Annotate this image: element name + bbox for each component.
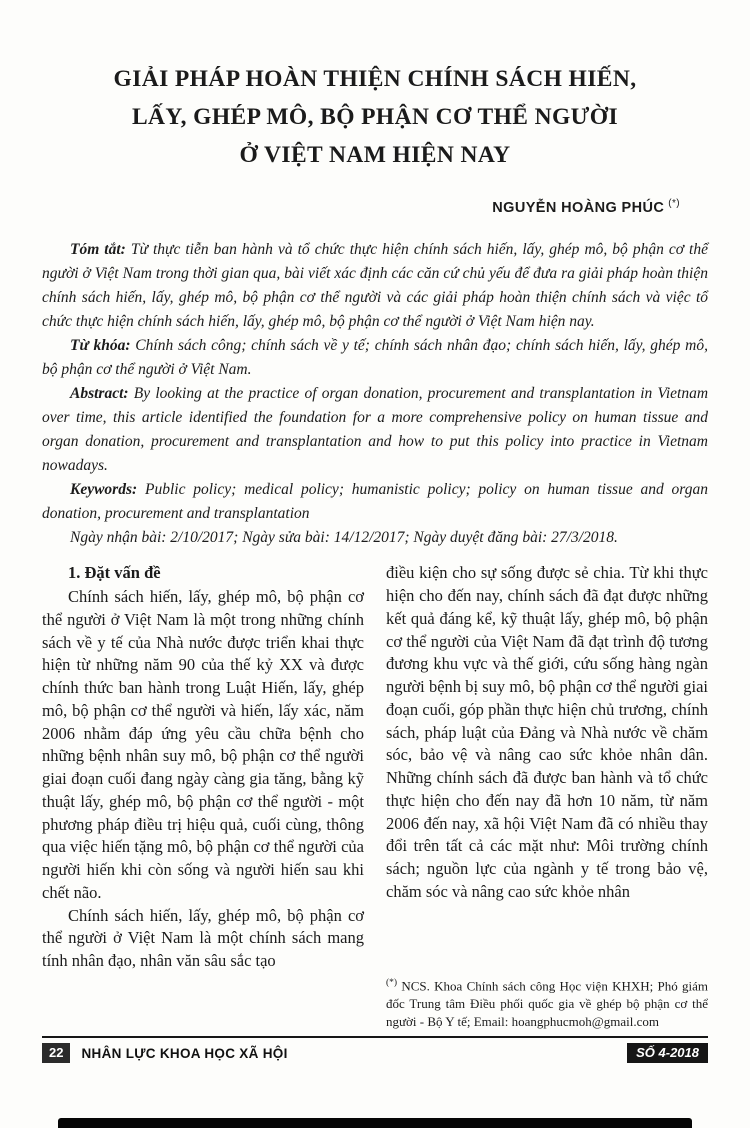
author-name: NGUYỄN HOÀNG PHÚC [492, 200, 665, 217]
title-line-2: LẤY, GHÉP MÔ, BỘ PHẬN CƠ THỂ NGƯỜI [131, 104, 619, 131]
author-footnote [386, 967, 708, 1030]
keywords-vi [42, 334, 708, 382]
journal-name: NHÂN LỰC KHOA HỌC XÃ HỘI [81, 1045, 288, 1061]
abstract-vi [42, 238, 708, 334]
issue-badge: SỐ 4-2018 [627, 1043, 708, 1063]
page-number-badge: 22 [42, 1043, 70, 1063]
body-paragraph: Chính sách hiến, lấy, ghép mô, bộ phận cơ thể người ở Việt Nam là một chính sách mang tính nhân đạo, nhân văn sâu sắc tạo [42, 905, 364, 971]
author-footnote-marker: (*) [668, 198, 680, 210]
footnote-marker: (*) [386, 978, 398, 989]
right-column [386, 562, 708, 1030]
section-heading: 1. Đặt vấn đề [68, 563, 161, 583]
title-line-3: Ở VIỆT NAM HIỆN NAY [239, 142, 511, 169]
body-paragraph: Chính sách hiến, lấy, ghép mô, bộ phận cơ thể người ở Việt Nam là một trong những chính sách về y tế của Nhà nước được triển khai thực hiện từ những năm 90 của thế kỷ XX và được chính thức ban hành trong Luật Hiến, lấy, ghép mô, bộ phận cơ thể người và hiến, lấy xác, năm 2006 nhằm đáp ứng yêu cầu chữa bệnh cho những bệnh nhân suy mô, bộ phận cơ thể người giai đoạn cuối đang ngày càng gia tăng, bằng kỹ thuật lấy, ghép mô, bộ phận cơ thể người - một phương pháp điều trị hiệu quả, cuối cùng, thông qua việc hiến tặng mô, bộ phận cơ thể người của người hiến khi còn sống và người hiến sau khi chết não. [42, 586, 364, 902]
abstract-vi-label: Tóm tắt: [70, 241, 126, 259]
author-line [42, 198, 680, 216]
body-columns [42, 562, 708, 1030]
title-line-1: GIẢI PHÁP HOÀN THIỆN CHÍNH SÁCH HIẾN, [113, 66, 637, 92]
left-column [42, 562, 364, 1030]
article-dates: Ngày nhận bài: 2/10/2017; Ngày sửa bài: 14/12/2017; Ngày duyệt đăng bài: 27/3/2018. [70, 529, 618, 547]
keywords-en-label: Keywords: [70, 481, 138, 499]
page-footer [42, 1036, 708, 1063]
body-paragraph: điều kiện cho sự sống được sẻ chia. Từ khi thực hiện cho đến nay, chính sách đã đạt được những kết quả đáng kể, kỹ thuật lấy, ghép mô, bộ phận cơ thể người của Việt Nam đã đạt trình độ tương đương khu vực và thế giới, cứu sống hàng ngàn người bệnh bị suy mô, bộ phận cơ thể người giai đoạn cuối, góp phần thực hiện chủ trương, chính sách, pháp luật của Đảng và Nhà nước về chăm sóc, bảo vệ và nâng cao sức khỏe nhân dân. Những chính sách đã được ban hành và tổ chức thực hiện cho đến nay đã hơn 10 năm, từ năm 2006 đến nay, xã hội Việt Nam đã có nhiều thay đổi trên tất cả các mặt như: Môi trường chính sách; nguồn lực của ngành y tế trong bảo vệ, chăm sóc và nâng cao sức khỏe nhân [386, 563, 708, 901]
footer-left [42, 1043, 288, 1063]
abstract-vi-text: Từ thực tiễn ban hành và tổ chức thực hiện chính sách hiến, lấy, ghép mô, bộ phận cơ thể người ở Việt Nam trong thời gian qua, bài viết xác định các căn cứ chủ yếu để đưa ra giải pháp hoàn thiện chính sách hiến, lấy, ghép mô, bộ phận cơ thể người và các giải pháp hoàn thiện chính sách và việc tổ chức thực hiện chính sách hiến, lấy, ghép mô, bộ phận cơ thể người ở Việt Nam hiện nay. [42, 241, 708, 331]
keywords-vi-label: Từ khóa: [70, 337, 131, 355]
scan-edge-bar [58, 1118, 692, 1128]
front-matter [42, 238, 708, 550]
keywords-en [42, 478, 708, 526]
abstract-en-text: By looking at the practice of organ donation, procurement and transplantation in Vietnam over time, this article identified the foundation for a more comprehensive policy on human tissue and organ donation, procurement and transplantation and how to put this policy into practice in Vietnam nowadays. [42, 385, 709, 475]
keywords-vi-text: Chính sách công; chính sách về y tế; chính sách nhân đạo; chính sách hiến, lấy, ghép mô, bộ phận cơ thể người ở Việt Nam. [42, 337, 708, 379]
paper-title [42, 60, 708, 174]
abstract-en-label: Abstract: [70, 385, 129, 403]
keywords-en-text: Public policy; medical policy; humanistic policy; policy on human tissue and organ donation, procurement and transplantation [42, 481, 709, 523]
abstract-en [42, 382, 708, 478]
footnote-text: NCS. Khoa Chính sách công Học viện KHXH; Phó giám đốc Trung tâm Điều phối quốc gia về ghép bộ phận cơ thể người - Bộ Y tế; Email: hoangphucmoh@gmail.com [386, 978, 708, 1029]
